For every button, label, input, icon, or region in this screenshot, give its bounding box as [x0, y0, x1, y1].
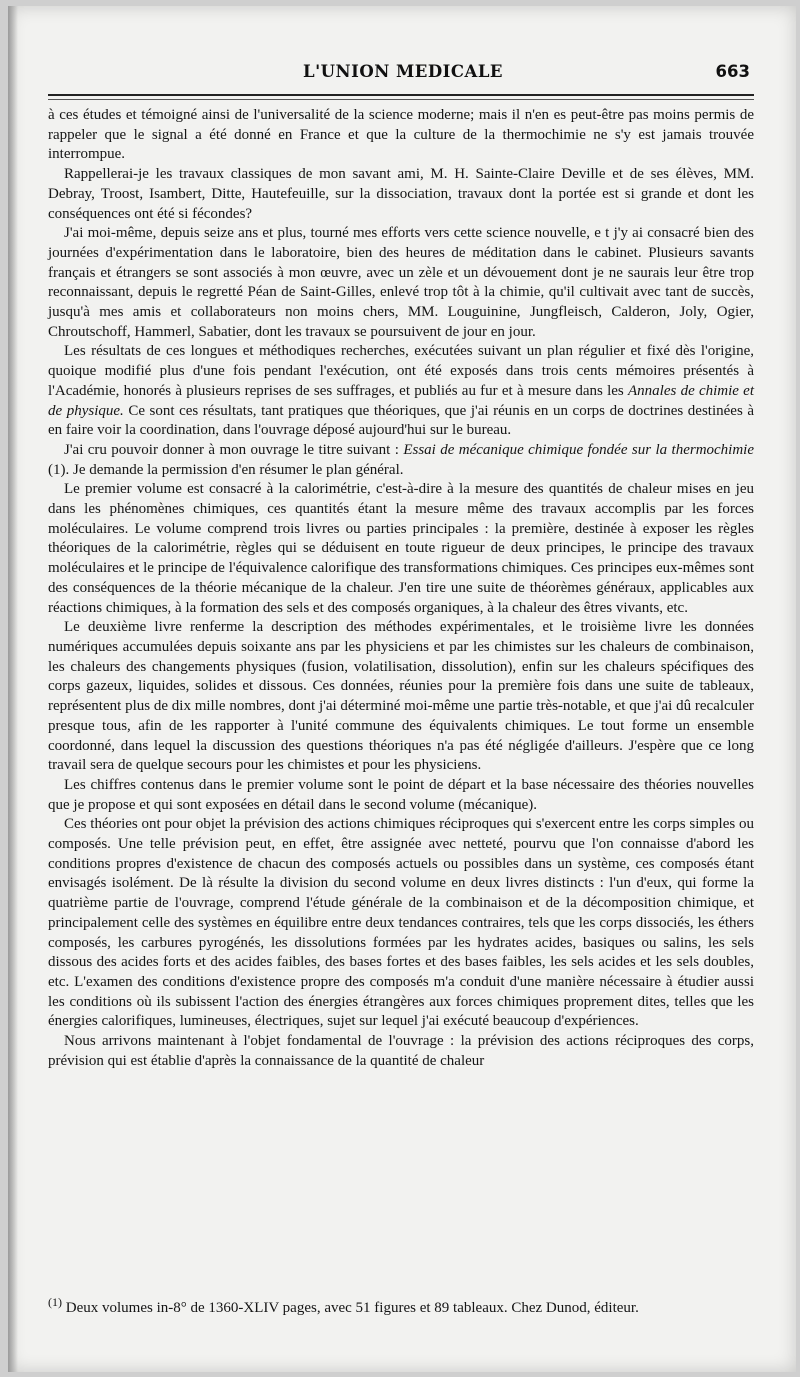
paragraph [48, 441, 754, 480]
header-rule [48, 94, 754, 96]
header-rule-thin [48, 99, 754, 100]
paragraph: Rappellerai-je les travaux classiques de mon savant ami, M. H. Sainte-Claire Deville et de ses élèves, MM. Debray, Troost, Isambert, Ditte, Hautefeuille, sur la dissociation, travaux dont la portée est si grande et dont les conséquences ont été si fécondes? [48, 166, 754, 222]
paragraph-text: Les résultats de ces longues et méthodiques recherches, exécutées suivant un plan régulier et fixé dès l'origine, quoique modifié plus d'une fois pendant l'exécution, ont été exposés dans trois cents mémoires présentés à l'Académie, honorés à plusieurs reprises de ses suffrages, et publiés au fur et à mesure dans les [48, 343, 754, 399]
paragraph: Le premier volume est consacré à la calorimétrie, c'est-à-dire à la mesure des quantités de chaleur mises en jeu dans les phénomènes chimiques, ces quantités étant la mesure même des travaux accomplis par les forces moléculaires. Le volume comprend trois livres ou parties principales : la première, destinée à exposer les règles théoriques de la calorimétrie, règles qui se déduisent en toute rigueur de deux principes, le principe des travaux moléculaires et le principe de l'équivalence calorifique des transformations chimiques. Ces principes eux-mêmes sont des conséquences de la théorie mécanique de la chaleur. J'en tire une suite de théorèmes généraux, applicables aux réactions chimiques, à la formation des sels et des composés organiques, à la chaleur des êtres vivants, etc. [48, 481, 754, 616]
book-title: Essai de mécanique chimique fondée sur la thermochimie [403, 441, 755, 458]
paragraph-text: J'ai cru pouvoir donner à mon ouvrage le titre suivant : [64, 441, 399, 458]
footnote-mark: (1) [48, 1295, 62, 1309]
body-text [48, 106, 754, 1071]
paragraph: Ces théories ont pour objet la prévision des actions chimiques réciproques qui s'exercent entre les corps simples ou composés. Une telle prévision peut, en effet, être assignée avec netteté, pourvu que l'on connaisse d'abord les conditions propres d'existence de chacun des composés actuels ou possibles dans un système, ces composés étant envisagés isolément. De là résulte la division du second volume en deux livres distincts : l'un d'eux, qui forme la quatrième partie de l'ouvrage, comprend l'étude générale de la combinaison et de la décomposition chimique, et principalement celle des systèmes en équilibre entre deux tendances contraires, tels que les corps dissociés, les éthers composés, les carbures pyrogénés, les dissolutions formées par les hydrates acides, basiques ou salins, les sels dissous des acides forts et des acides faibles, des bases fortes et des bases faibles, les sels acides et les sels doubles, etc. L'examen des conditions d'existence propre des composés m'a conduit d'une manière nécessaire à étudier aussi les conditions où ils subissent l'action des énergies étrangères aux forces chimiques proprement dites, telles que les énergies calorifiques, lumineuses, électriques, sujet sur lequel j'ai exécuté beaucoup d'expériences. [48, 816, 754, 1030]
document-page [8, 6, 796, 1372]
paragraph: Les chiffres contenus dans le premier volume sont le point de départ et la base nécessaire des théories nouvelles que je propose et qui sont exposées en détail dans le second volume (mécanique). [48, 776, 754, 813]
footnote [48, 1294, 754, 1317]
journal-title: Annales de chimie et de physique. [48, 382, 754, 419]
paragraph: J'ai moi-même, depuis seize ans et plus, tourné mes efforts vers cette science nouvelle, e t j'y ai consacré bien des journées d'expérimentation dans le laboratoire, bien des heures de méditation dans le cabinet. Plusieurs savants français et étrangers se sont associés à mon œuvre, avec un zèle et un dévouement dont je ne saurais leur être trop reconnaissant, depuis le regretté Péan de Saint-Gilles, enlevé trop tôt à la chimie, qu'il cultivait avec tant de succès, jusqu'à mes amis et collaborateurs non moins chers, MM. Louguinine, Jungfleisch, Calderon, Joly, Ogier, Chroutschoff, Hammerl, Sabatier, dont les travaux se poursuivent de jour en jour. [48, 225, 754, 340]
running-title: L'UNION MEDICALE [302, 62, 504, 81]
paragraph: à ces études et témoigné ainsi de l'universalité de la science moderne; mais il n'en es peut-être pas moins permis de rappeler que le signal a été donné en France et que la culture de la thermochimie ne s'y est jamais trouvée interrompue. [48, 107, 754, 163]
paragraph: Nous arrivons maintenant à l'objet fondamental de l'ouvrage : la prévision des actions réciproques des corps, prévision qui est établie d'après la connaissance de la quantité de chaleur [48, 1033, 754, 1069]
paragraph [48, 342, 754, 441]
page-number: 663 [715, 62, 750, 81]
page-header [50, 58, 756, 88]
paragraph-text: Ce sont ces résultats, tant pratiques que théoriques, que j'ai réunis en un corps de doctrines destinées à en faire voir la coordination, dans l'ouvrage déposé aujourd'hui sur le bureau. [48, 402, 754, 439]
paragraph: Le deuxième livre renferme la description des méthodes expérimentales, et le troisième livre les données numériques accumulées depuis soixante ans par les physiciens et par les chimistes sur les chaleurs de combinaison, les chaleurs des changements physiques (fusion, volatilisation, dissolution), enfin sur les chaleurs spécifiques des corps gazeux, liquides, solides et dissous. Ces données, réunies pour la première fois dans une suite de tableaux, représentent plus de dix mille nombres, dont j'ai déterminé moi-même une partie très-notable, et que j'ai dû recalculer presque tous, afin de les rapporter à l'unité commune des équivalents chimiques. Le tout forme un ensemble coordonné, dans lequel la discussion des questions théoriques n'a pas été négligée d'ailleurs. J'espère que ce long travail sera de quelque secours pour les chimistes et pour les physiciens. [48, 619, 754, 774]
footnote-text: Deux volumes in-8° de 1360-XLIV pages, avec 51 figures et 89 tableaux. Chez Dunod, éditeur. [62, 1300, 639, 1316]
paragraph-text: (1). Je demande la permission d'en résumer le plan général. [48, 461, 404, 478]
